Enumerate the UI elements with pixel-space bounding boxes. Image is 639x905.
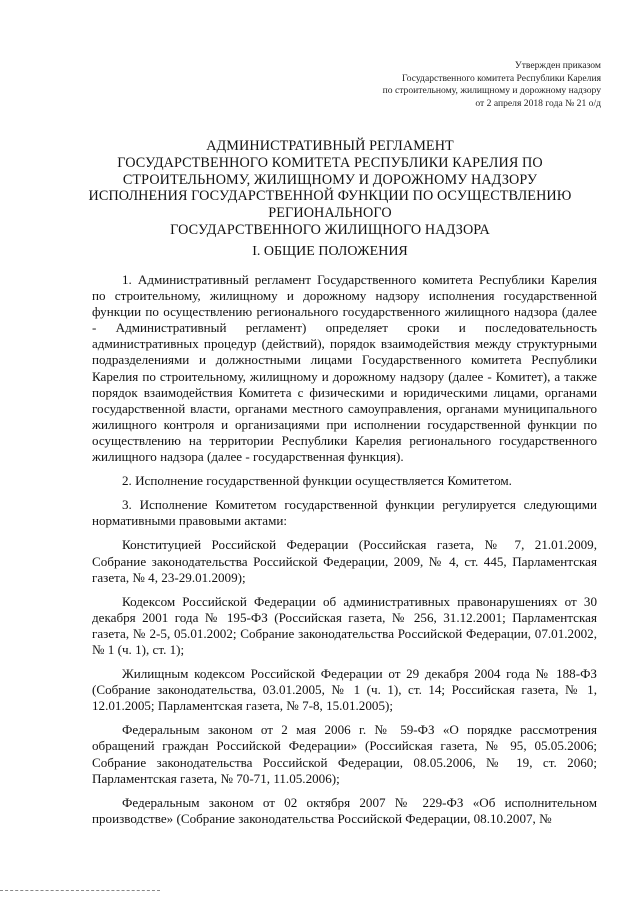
approval-line: от 2 апреля 2018 года № 21 о/д	[475, 97, 601, 109]
paragraph: 1. Административный регламент Государственного комитета Республики Карелия по строительному, жилищному и дорожному надзору исполнения государственной функции по осуществлению регионального государственного жилищного надзора (далее - Административный регламент) определяет сроки и последовательность административных процедур (действий), порядок взаимодействия между структурными подразделениями и должностными лицами Государственного комитета Республики Карелия по строительному, жилищному и дорожному надзору (далее - Комитет), а также порядок взаимодействия Комитета с физическими и юридическими лицами, органами государственной власти, органами местного самоуправления, органами муниципального жилищного контроля и организациями при исполнении государственной функции по осуществлению на территории Республики Карелия регионального государственного жилищного надзора (далее - государственная функция).	[92, 272, 597, 465]
title-line: ГОСУДАРСТВЕННОГО ЖИЛИЩНОГО НАДЗОРА	[170, 221, 490, 238]
paragraph: Федеральным законом от 02 октября 2007 № 229-ФЗ «Об исполнительном производстве» (Собрание законодательства Российской Федерации, 08.10.2007, №	[92, 794, 597, 826]
title-line: СТРОИТЕЛЬНОМУ, ЖИЛИЩНОМУ И ДОРОЖНОМУ НАДЗОРУ	[122, 171, 538, 188]
paragraph: Жилищным кодексом Российской Федерации от 29 декабря 2004 года № 188-ФЗ (Собрание законодательства, 03.01.2005, № 1 (ч. 1), ст. 14; Российская газета, № 1, 12.01.2005; Парламентская газета, № 7-8, 15.01.2005);	[92, 666, 597, 714]
approval-line: по строительному, жилищному и дорожному надзору	[382, 85, 601, 97]
document-title	[60, 138, 600, 239]
approval-stamp	[383, 60, 601, 110]
title-line: РЕГИОНАЛЬНОГО	[268, 205, 392, 222]
paragraph: Федеральным законом от 2 мая 2006 г. № 59-ФЗ «О порядке рассмотрения обращений граждан Российской Федерации» (Российская газета, № 95, 05.05.2006; Собрание законодательства Российской Федерации, 08.05.2006, № 19, ст. 2060; Парламентская газета, № 70-71, 11.05.2006);	[92, 722, 597, 786]
title-line: ИСПОЛНЕНИЯ ГОСУДАРСТВЕННОЙ ФУНКЦИИ ПО ОСУЩЕСТВЛЕНИЮ	[88, 188, 572, 205]
title-line: ГОСУДАРСТВЕННОГО КОМИТЕТА РЕСПУБЛИКИ КАРЕЛИЯ ПО	[117, 154, 543, 171]
footer-divider	[0, 890, 160, 891]
document-body	[92, 272, 597, 835]
paragraph: 2. Исполнение государственной функции осуществляется Комитетом.	[122, 473, 512, 489]
paragraph: Кодексом Российской Федерации об административных правонарушениях от 30 декабря 2001 года № 195-ФЗ (Российская газета, № 256, 31.12.2001; Парламентская газета, № 2-5, 05.01.2002; Собрание законодательства Российской Федерации, 07.01.2002, № 1 (ч. 1), ст. 1);	[92, 593, 597, 657]
section-heading: I. ОБЩИЕ ПОЛОЖЕНИЯ	[252, 244, 408, 259]
paragraph: 3. Исполнение Комитетом государственной функции регулируется следующими нормативными правовыми актами:	[92, 497, 597, 529]
title-line: АДМИНИСТРАТИВНЫЙ РЕГЛАМЕНТ	[206, 138, 454, 154]
approval-line: Утвержден приказом	[514, 60, 601, 71]
approval-line: Государственного комитета Республики Карелия	[402, 72, 601, 84]
paragraph: Конституцией Российской Федерации (Российская газета, № 7, 21.01.2009, Собрание законодательства Российской Федерации, 2009, № 4, ст. 445, Парламентская газета, № 4, 23-29.01.2009);	[92, 537, 597, 585]
